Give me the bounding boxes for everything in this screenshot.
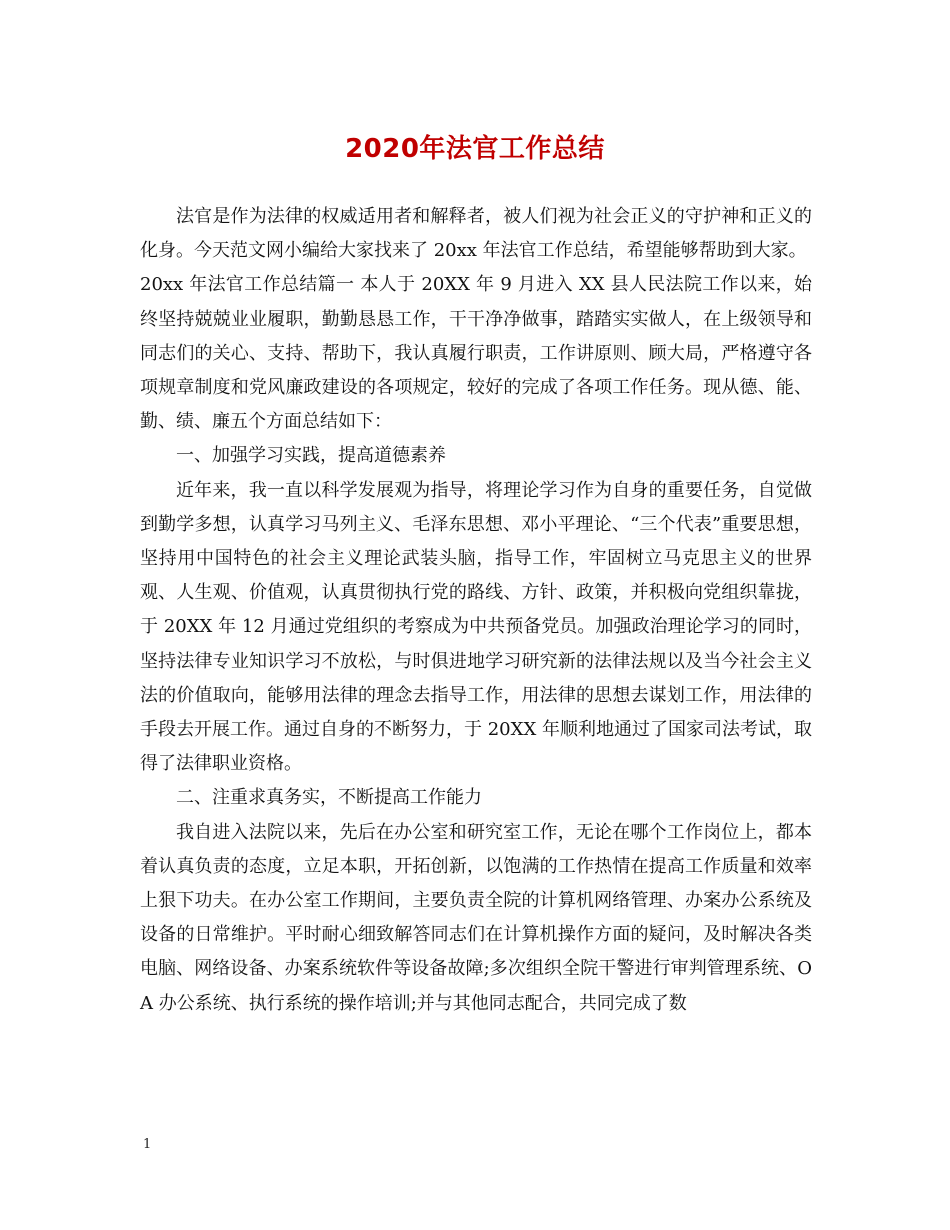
page-number: 1: [143, 1137, 152, 1152]
section-paragraph-1: 近年来，我一直以科学发展观为指导，将理论学习作为自身的重要任务，自觉做到勤学多想，认真学习马列主义、毛泽东思想、邓小平理论、“三个代表”重要思想，坚持用中国特色的社会主义理论武装头脑，指导工作，牢固树立马克思主义的世界观、人生观、价值观，认真贯彻执行党的路线、方针、政策，并积极向党组织靠拢，于 20XX 年 12 月通过党组织的考察成为中共预备党员。加强政治理论学习的同时，坚持法律专业知识学习不放松，与时俱进地学习研究新的法律法规以及当今社会主义法的价值取向，能够用法律的理念去指导工作，用法律的思想去谋划工作，用法律的手段去开展工作。通过自身的不断努力，于 20XX 年顺利地通过了国家司法考试，取得了法律职业资格。: [140, 479, 812, 775]
section-paragraph-2: 我自进入法院以来，先后在办公室和研究室工作，无论在哪个工作岗位上，都本着认真负责的态度，立足本职，开拓创新，以饱满的工作热情在提高工作质量和效率上狠下功夫。在办公室工作期间，主要负责全院的计算机网络管理、办案办公系统及设备的日常维护。平时耐心细致解答同志们在计算机操作方面的疑问，及时解决各类电脑、网络设备、办案系统软件等设备故障;多次组织全院干警进行审判管理系统、OA 办公系统、执行系统的操作培训;并与其他同志配合，共同完成了数: [140, 821, 812, 1014]
summary-paragraph-1: 20xx 年法官工作总结篇一 本人于 20XX 年 9 月进入 XX 县人民法院工作以来，始终坚持兢兢业业履职，勤勤恳恳工作，干干净净做事，踏踏实实做人，在上级领导和同志们的关心、支持、帮助下，我认真履行职责，工作讲原则、顾大局，严格遵守各项规章制度和党风廉政建设的各项规定，较好的完成了各项工作任务。现从德、能、勤、绩、廉五个方面总结如下：: [140, 274, 812, 433]
document-body: [140, 200, 812, 1021]
section-heading-2: 二、注重求真务实，不断提高工作能力: [176, 787, 482, 809]
section-heading-1: 一、加强学习实践，提高道德素养: [176, 445, 446, 467]
intro-paragraph: 法官是作为法律的权威适用者和解释者，被人们视为社会正义的守护神和正义的化身。今天范文网小编给大家找来了 20xx 年法官工作总结，希望能够帮助到大家。: [140, 206, 812, 262]
document-title: 2020年法官工作总结: [345, 134, 605, 164]
